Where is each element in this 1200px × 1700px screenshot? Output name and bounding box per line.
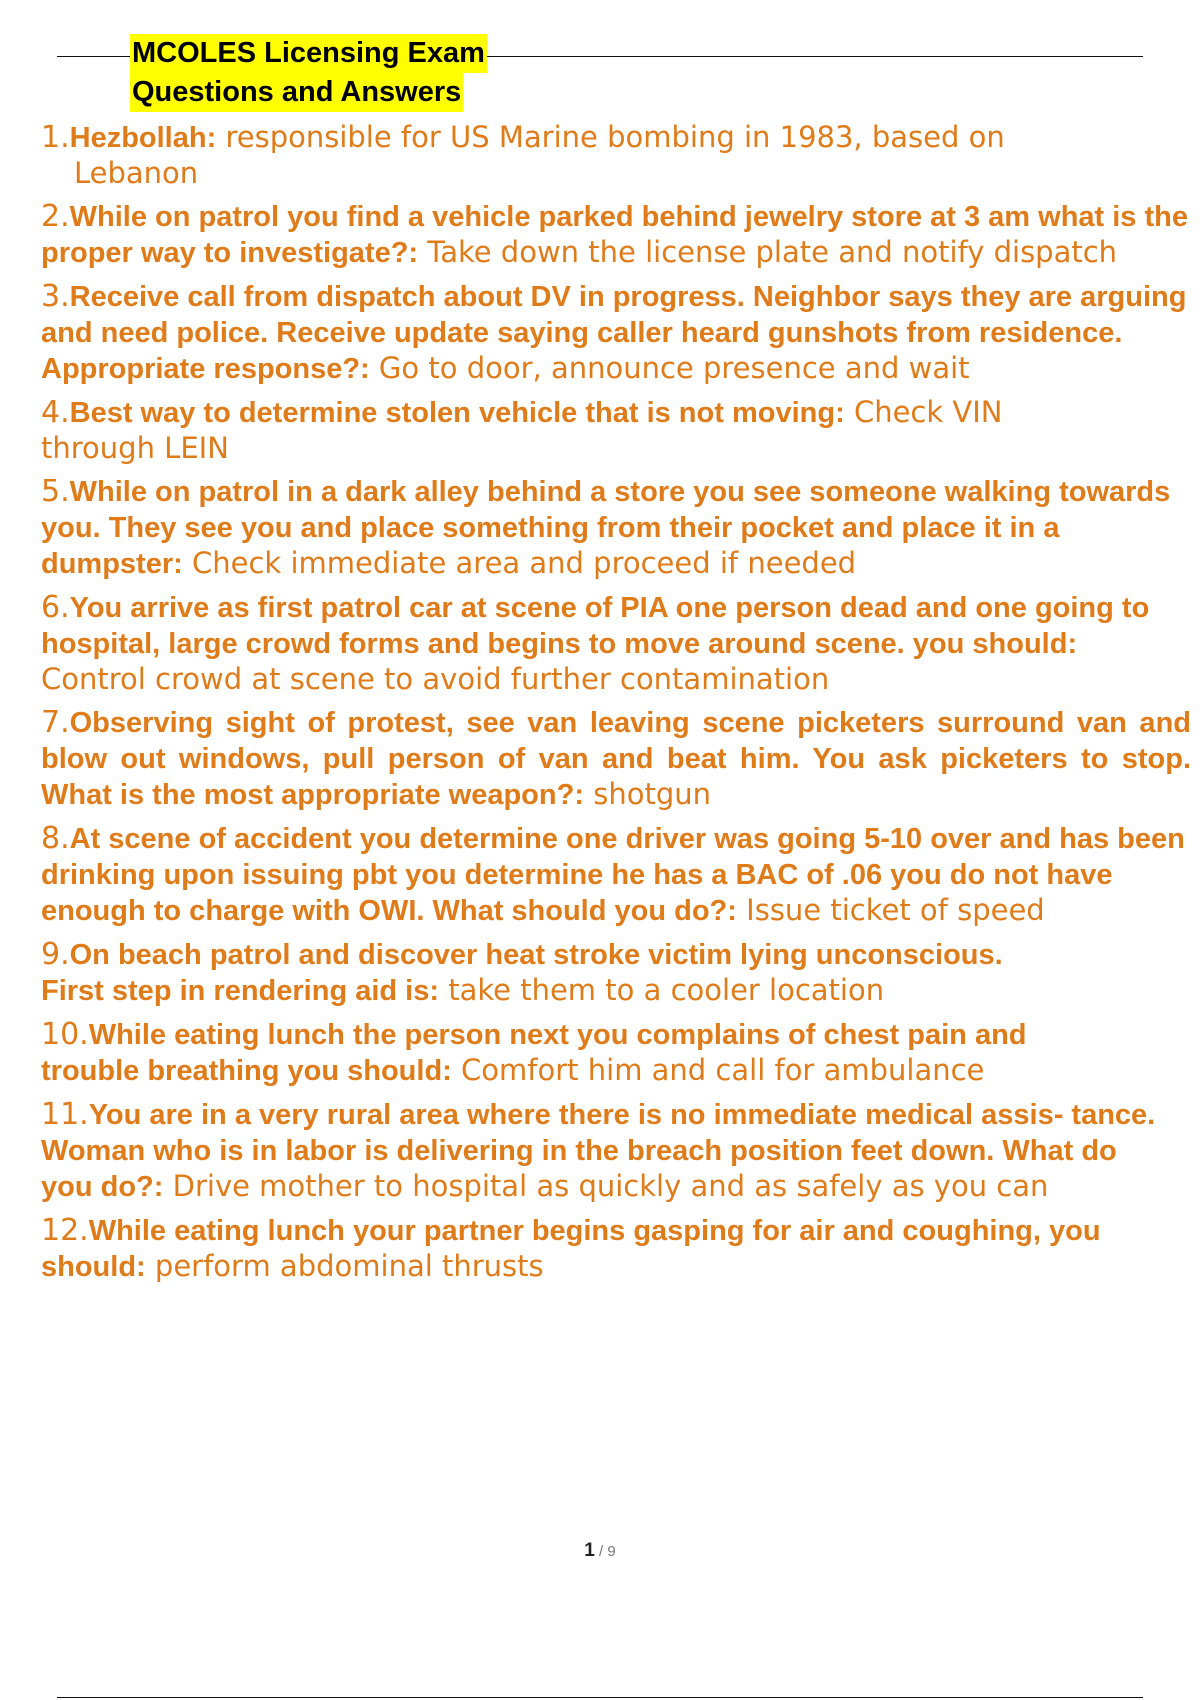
item-number: 10. <box>41 1017 89 1052</box>
qa-item-2 <box>41 199 1191 271</box>
item-number: 5. <box>41 474 70 509</box>
qa-item-7 <box>41 705 1191 813</box>
answer-text: Issue ticket of speed <box>736 893 1045 927</box>
item-number: 3. <box>41 279 70 314</box>
question-text: Receive call from dispatch about DV in progress. Neighbor says they are arguing and need police. Receive update saying caller heard gunshots from residence. Appropriate response?: <box>41 281 1187 385</box>
question-text: Hezbollah: <box>69 122 217 154</box>
qa-item-9 <box>41 937 1051 1009</box>
page-indicator <box>0 1540 1200 1562</box>
item-number: 4. <box>41 395 70 430</box>
answer-text: Go to door, announce presence and wait <box>369 351 970 385</box>
answer-text: Comfort him and call for ambulance <box>451 1053 985 1087</box>
qa-item-10 <box>41 1017 1031 1089</box>
item-number: 7. <box>41 705 70 740</box>
answer-text: take them to a cooler location <box>439 973 885 1007</box>
item-number: 12. <box>41 1213 89 1248</box>
title-line-1: MCOLES Licensing Exam <box>130 34 487 73</box>
item-number: 9. <box>41 937 70 972</box>
qa-item-4 <box>41 395 1051 466</box>
item-number: 2. <box>41 199 70 234</box>
qa-item-8 <box>41 821 1191 929</box>
answer-text: Check immediate area and proceed if needed <box>182 546 857 580</box>
question-text: While eating lunch your partner begins gasping for air and coughing, you should: <box>41 1215 1101 1283</box>
qa-item-1 <box>41 120 1041 191</box>
question-text: At scene of accident you determine one driver was going 5-10 over and has been drinking upon issuing pbt you determine he has a BAC of .06 you do not have enough to charge with OWI. What should you do?: <box>41 823 1185 927</box>
item-number: 6. <box>41 590 70 625</box>
answer-text: Control crowd at scene to avoid further contamination <box>41 662 830 696</box>
answer-text: responsible for US Marine bombing in 1983, based on Lebanon <box>74 120 1005 190</box>
question-text: While on patrol you find a vehicle parked behind jewelry store at 3 am what is the proper way to investigate?: <box>41 201 1188 269</box>
question-text: While eating lunch the person next you complains of chest pain and trouble breathing you should: <box>41 1019 1027 1087</box>
answer-text: shotgun <box>584 777 711 811</box>
page-total: 9 <box>607 1543 616 1560</box>
qa-item-3 <box>41 279 1191 387</box>
bottom-rule <box>57 1697 1143 1698</box>
answer-text: perform abdominal thrusts <box>145 1249 544 1283</box>
answer-text: Drive mother to hospital as quickly and as safely as you can <box>163 1169 1049 1203</box>
qa-item-5 <box>41 474 1191 582</box>
qa-item-11 <box>41 1097 1171 1205</box>
qa-item-12 <box>41 1213 1161 1285</box>
question-text: You arrive as first patrol car at scene of PIA one person dead and one going to hospital, large crowd forms and begins to move around scene. you should: <box>41 592 1150 660</box>
qa-item-6 <box>41 590 1191 697</box>
item-number: 11. <box>41 1097 89 1132</box>
question-list <box>41 120 1191 1293</box>
question-text: On beach patrol and discover heat stroke victim lying unconscious. First step in rendering aid is: <box>41 939 1003 1007</box>
item-number: 1. <box>41 120 70 155</box>
document-title <box>130 34 487 112</box>
page-current: 1 <box>584 1540 595 1561</box>
answer-text: Check VIN through LEIN <box>41 395 1003 465</box>
title-line-2: Questions and Answers <box>130 73 463 112</box>
answer-text: Take down the license plate and notify dispatch <box>418 235 1118 269</box>
question-text: Observing sight of protest, see van leaving scene picketers surround van and blow out windows, pull person of van and beat him. You ask picketers to stop. What is the most appropriate weapon?: <box>41 707 1191 811</box>
question-text: You are in a very rural area where there is no immediate medical assis- tance. Woman who is in labor is delivering in the breach position feet down. What do you do?: <box>41 1099 1156 1203</box>
question-text: Best way to determine stolen vehicle that is not moving: <box>69 397 845 429</box>
page-separator: / <box>594 1543 608 1560</box>
question-text: While on patrol in a dark alley behind a store you see someone walking towards you. They see you and place something from their pocket and place it in a dumpster: <box>41 476 1171 580</box>
item-number: 8. <box>41 821 70 856</box>
